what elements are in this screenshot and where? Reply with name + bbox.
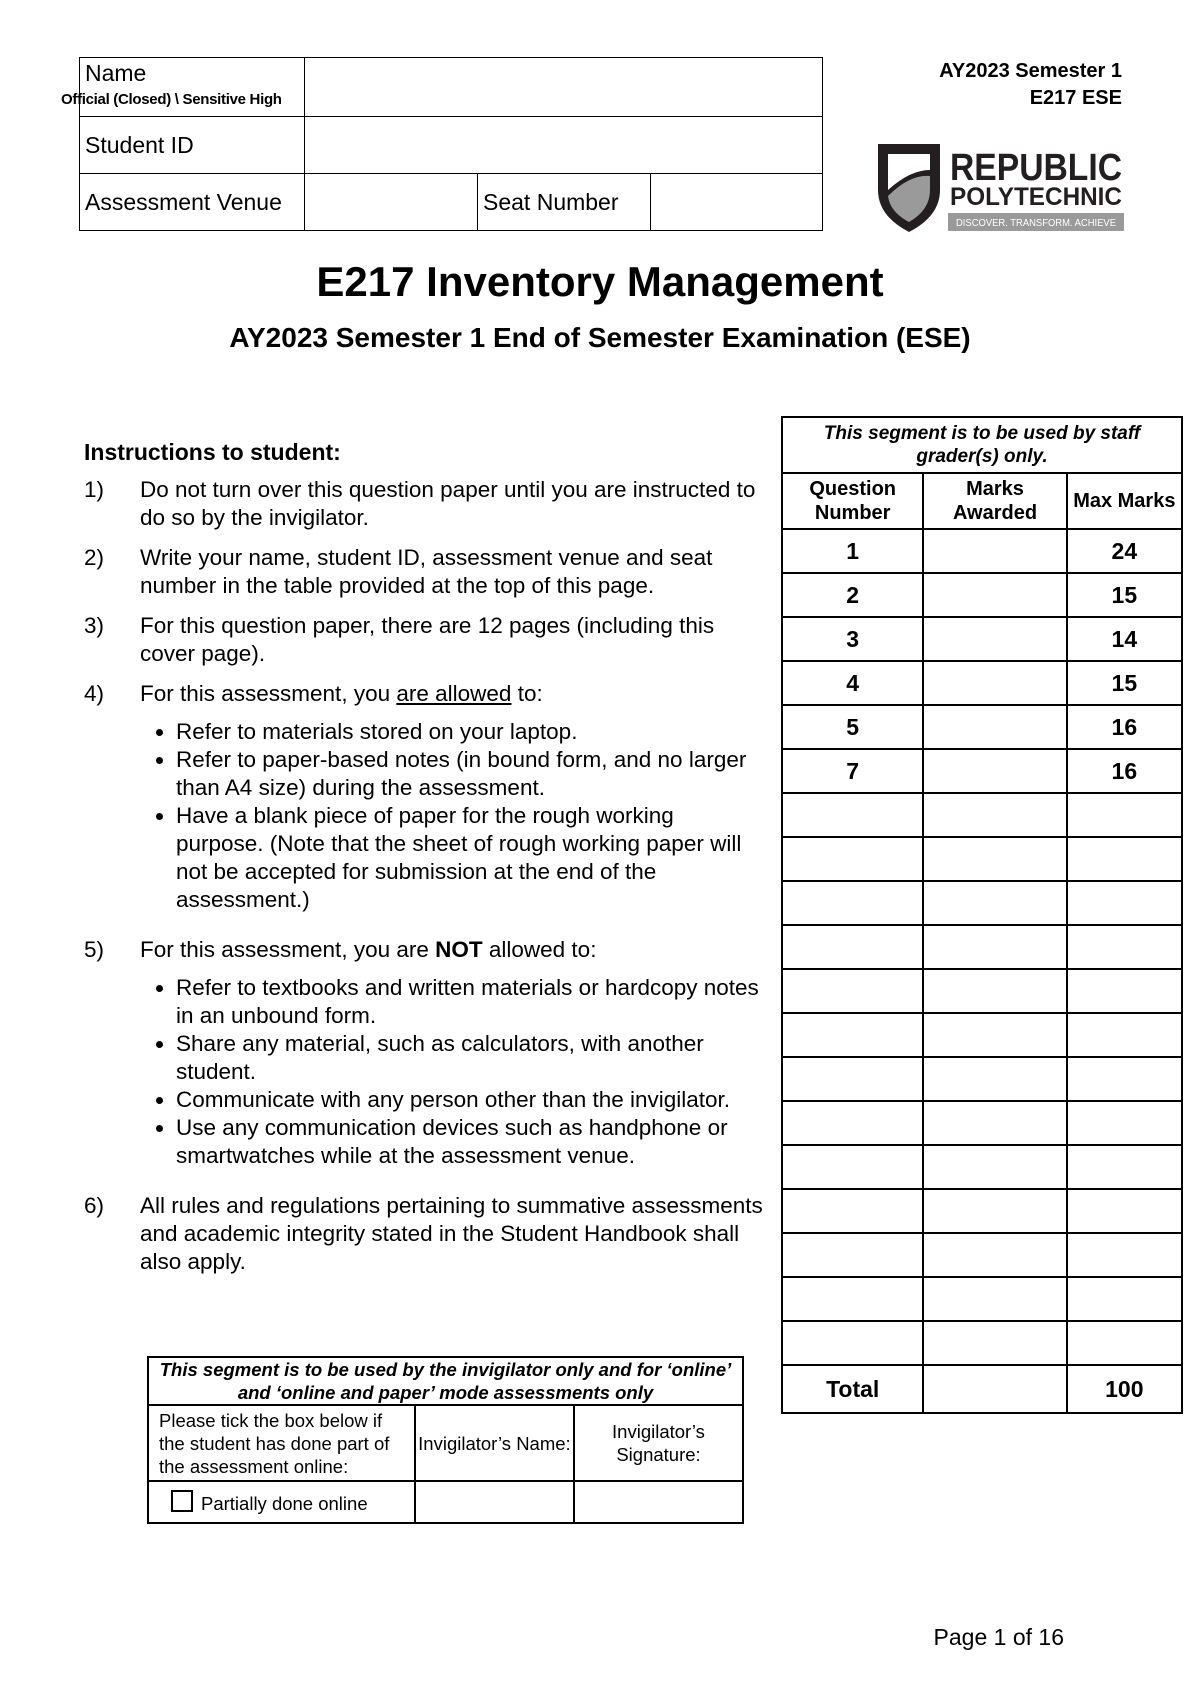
invigilator-signature-label: Invigilator’s Signature: <box>574 1405 743 1481</box>
not-allowed-list <box>140 974 764 1170</box>
marks-awarded-cell[interactable] <box>923 573 1066 617</box>
instruction-text: Do not turn over this question paper until you are instructed to do so by the invigilator. <box>140 477 756 530</box>
empty-row <box>782 1057 1182 1101</box>
header-right <box>939 58 1122 112</box>
instruction-text: Write your name, student ID, assessment venue and seat number in the table provided at the top of this page. <box>140 545 713 598</box>
total-label: Total <box>782 1365 923 1413</box>
allowed-emphasis: are allowed <box>396 681 512 706</box>
venue-label: Assessment Venue <box>80 174 305 231</box>
question-number: 4 <box>782 661 923 705</box>
list-item: • Refer to materials stored on your laptop. <box>176 718 764 746</box>
marks-awarded-cell[interactable] <box>923 661 1066 705</box>
empty-row <box>782 1233 1182 1277</box>
max-marks: 15 <box>1067 573 1182 617</box>
partially-online-cell[interactable] <box>148 1481 415 1523</box>
max-marks: 15 <box>1067 661 1182 705</box>
header-semester: AY2023 Semester 1 <box>939 60 1122 82</box>
empty-row <box>782 1321 1182 1365</box>
instruction-1 <box>84 476 764 532</box>
invigilator-caption: This segment is to be used by the invigilator only and for ‘online’ and ‘online and paper’ mode assessments only <box>148 1357 743 1405</box>
instruction-4 <box>84 680 764 914</box>
list-item: • Share any material, such as calculators, with another student. <box>176 1030 764 1086</box>
list-item: • Refer to paper-based notes (in bound form, and no larger than A4 size) during the assessment. <box>176 746 764 802</box>
max-marks: 16 <box>1067 705 1182 749</box>
empty-row <box>782 837 1182 881</box>
table-row <box>782 749 1182 793</box>
page-number: Page 1 of 16 <box>933 1624 1064 1650</box>
student-info-table <box>79 57 823 231</box>
empty-row <box>782 1277 1182 1321</box>
invigilator-instruction: Please tick the box below if the student has done part of the assessment online: <box>148 1405 415 1481</box>
allowed-list <box>140 718 764 914</box>
empty-row <box>782 1101 1182 1145</box>
instruction-6 <box>84 1192 764 1276</box>
empty-row <box>782 1145 1182 1189</box>
question-number: 3 <box>782 617 923 661</box>
total-awarded-cell[interactable] <box>923 1365 1066 1413</box>
student-id-field[interactable] <box>305 117 823 174</box>
header-code: E217 ESE <box>1029 87 1122 109</box>
max-marks: 14 <box>1067 617 1182 661</box>
list-item: • Communicate with any person other than the invigilator. <box>176 1086 764 1114</box>
republic-polytechnic-logo <box>876 140 1124 235</box>
instruction-3 <box>84 612 764 668</box>
col-marks-awarded: Marks Awarded <box>923 473 1066 529</box>
name-label: Name <box>80 58 305 117</box>
empty-row <box>782 1189 1182 1233</box>
student-id-label: Student ID <box>80 117 305 174</box>
instruction-number: 4) <box>84 681 105 706</box>
exam-subtitle: AY2023 Semester 1 End of Semester Examination (ESE) <box>229 322 971 353</box>
table-row <box>782 529 1182 573</box>
empty-row <box>782 1013 1182 1057</box>
list-item: • Refer to textbooks and written materials or hardcopy notes in an unbound form. <box>176 974 764 1030</box>
table-row <box>782 617 1182 661</box>
empty-row <box>782 793 1182 837</box>
not-emphasis: NOT <box>435 937 483 962</box>
logo-line1: REPUBLIC <box>950 147 1122 189</box>
total-max: 100 <box>1067 1365 1182 1413</box>
instruction-number: 6) <box>84 1193 105 1218</box>
question-number: 1 <box>782 529 923 573</box>
logo-line2: POLYTECHNIC <box>950 183 1122 211</box>
invigilator-name-label: Invigilator’s Name: <box>415 1405 574 1481</box>
max-marks: 24 <box>1067 529 1182 573</box>
total-row <box>782 1365 1182 1413</box>
marks-awarded-cell[interactable] <box>923 617 1066 661</box>
question-number: 5 <box>782 705 923 749</box>
table-row <box>782 661 1182 705</box>
venue-field[interactable] <box>305 174 478 231</box>
instruction-5 <box>84 936 764 1170</box>
instruction-text: For this question paper, there are 12 pages (including this cover page). <box>140 613 715 666</box>
invigilator-signature-field[interactable] <box>574 1481 743 1523</box>
checkbox-label: Partially done online <box>201 1492 368 1514</box>
invigilator-table <box>147 1356 744 1524</box>
exam-title: E217 Inventory Management <box>316 258 884 305</box>
empty-row <box>782 969 1182 1013</box>
question-number: 7 <box>782 749 923 793</box>
marks-table <box>781 416 1183 1414</box>
instruction-number: 1) <box>84 477 105 502</box>
instructions <box>84 438 764 1288</box>
marks-awarded-cell[interactable] <box>923 749 1066 793</box>
question-number: 2 <box>782 573 923 617</box>
invigilator-name-field[interactable] <box>415 1481 574 1523</box>
col-question-number: Question Number <box>782 473 923 529</box>
checkbox[interactable] <box>171 1490 193 1512</box>
marks-awarded-cell[interactable] <box>923 529 1066 573</box>
seat-label: Seat Number <box>478 174 651 231</box>
name-field[interactable] <box>305 58 823 117</box>
empty-row <box>782 925 1182 969</box>
instruction-text: All rules and regulations pertaining to summative assessments and academic integrity stated in the Student Handbook shall also apply. <box>140 1193 763 1274</box>
table-row <box>782 705 1182 749</box>
instruction-2 <box>84 544 764 600</box>
instructions-heading: Instructions to student: <box>84 439 341 465</box>
marks-awarded-cell[interactable] <box>923 705 1066 749</box>
empty-row <box>782 881 1182 925</box>
instruction-number: 2) <box>84 545 105 570</box>
seat-field[interactable] <box>651 174 823 231</box>
col-max-marks: Max Marks <box>1067 473 1182 529</box>
logo-tagline: DISCOVER. TRANSFORM. ACHIEVE <box>956 218 1117 229</box>
instruction-text: For this assessment, you are NOT allowed to: <box>140 937 597 962</box>
max-marks: 16 <box>1067 749 1182 793</box>
list-item: • Have a blank piece of paper for the rough working purpose. (Note that the sheet of rough working paper will not be accepted for submission at the end of the assessment.) <box>176 802 764 914</box>
instruction-number: 5) <box>84 937 105 962</box>
classification-label: Official (Closed) \ Sensitive High <box>61 91 282 108</box>
table-row <box>782 573 1182 617</box>
instruction-number: 3) <box>84 613 105 638</box>
list-item: • Use any communication devices such as handphone or smartwatches while at the assessment venue. <box>176 1114 764 1170</box>
marks-table-caption: This segment is to be used by staff grader(s) only. <box>782 417 1182 473</box>
instruction-text: For this assessment, you are allowed to: <box>140 681 543 706</box>
